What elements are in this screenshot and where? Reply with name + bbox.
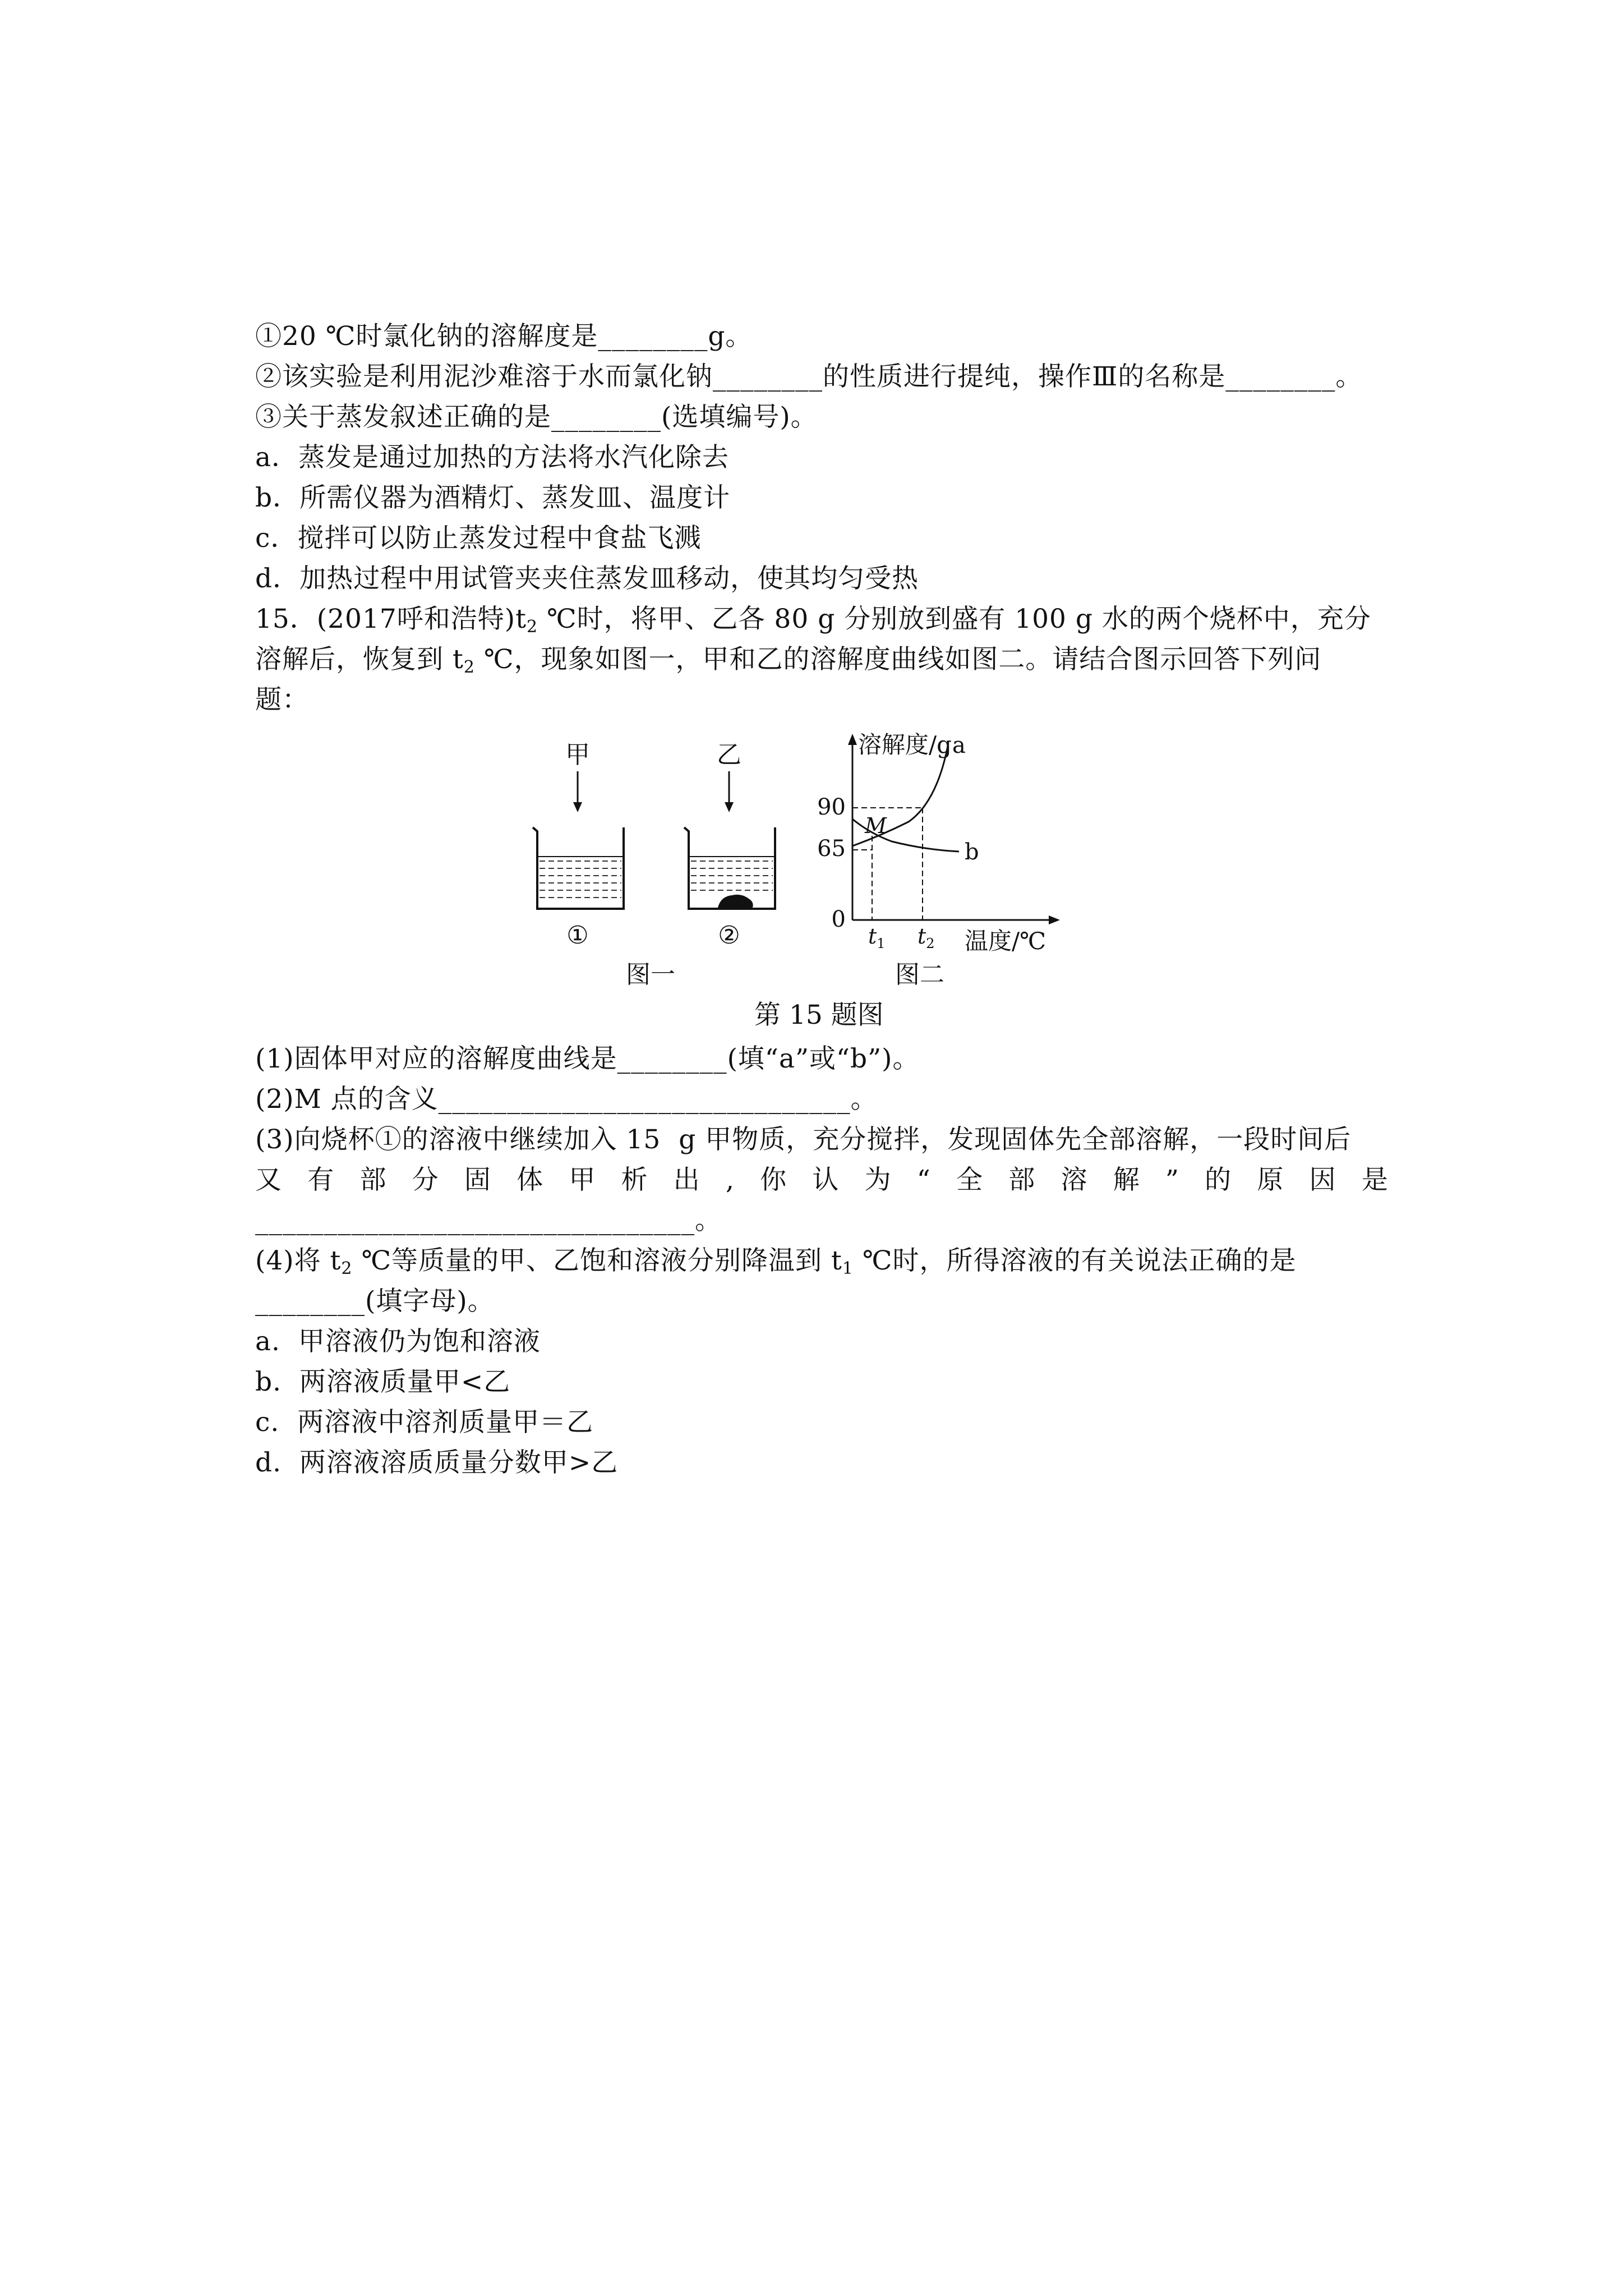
figure-caption: 第 15 题图: [754, 1000, 884, 1030]
undissolved-solid: [718, 895, 753, 908]
q15-stem-line-3: 题：: [255, 684, 309, 715]
q14-line-2: ②该实验是利用泥沙难溶于水而氯化钠________的性质进行提纯，操作Ⅲ的名称是________。: [255, 361, 1363, 392]
q15-sub-3-line-2: [255, 1163, 1388, 1197]
justified-char: 的: [1205, 1165, 1232, 1195]
justified-char: 全: [956, 1165, 983, 1195]
justified-char: 原: [1257, 1165, 1284, 1195]
x-axis-label: 温度/℃: [965, 927, 1046, 955]
q15-stem-line-1: [255, 602, 1371, 644]
subscript: 1: [842, 1259, 854, 1278]
beaker-two-label: ②: [718, 921, 740, 950]
q14-option-d: d．加热过程中用试管夹夹住蒸发皿移动，使其均匀受热: [255, 563, 919, 594]
beaker-one-solution: [540, 861, 621, 898]
q14-option-b: b．所需仪器为酒精灯、蒸发皿、温度计: [255, 482, 731, 513]
q15-sub-3-line-3: ________________________________。: [255, 1205, 722, 1236]
q15-sub-4-line-1: [255, 1244, 1296, 1286]
figure-svg: [522, 724, 1082, 993]
arrow-up-icon: [848, 734, 857, 745]
justified-char: 有: [307, 1165, 334, 1195]
q4-text: (4)将 t: [255, 1245, 342, 1276]
y-tick-90: 90: [817, 794, 846, 820]
justified-char: 又: [255, 1165, 282, 1195]
q15-option-a: a. 甲溶液仍为饱和溶液: [255, 1326, 541, 1357]
figure-two-title: 图二: [895, 960, 944, 989]
curve-a-label: a: [952, 733, 966, 758]
justified-char: 固: [464, 1165, 491, 1195]
y-tick-0: 0: [831, 907, 846, 932]
justified-char: 解: [1113, 1165, 1140, 1195]
arrow-down-icon: [573, 802, 582, 812]
q14-option-a: a．蒸发是通过加热的方法将水汽化除去: [255, 442, 730, 473]
figure-one: [533, 740, 775, 989]
justified-char: 部: [359, 1165, 386, 1195]
figure-one-title: 图一: [626, 960, 675, 989]
curve-b-label: b: [965, 839, 979, 865]
justified-char: ,: [725, 1165, 734, 1195]
justified-char: 出: [673, 1165, 700, 1195]
label-jia: 甲: [565, 740, 590, 769]
justified-char: 是: [1361, 1165, 1388, 1195]
subscript: 2: [341, 1259, 353, 1278]
subscript: 2: [463, 657, 475, 677]
q14-option-c: c．搅拌可以防止蒸发过程中食盐飞溅: [255, 523, 702, 554]
beaker-two-solution: [691, 861, 773, 890]
justified-char: 体: [517, 1165, 543, 1195]
q15-option-d: d. 两溶液溶质质量分数甲>乙: [255, 1447, 619, 1478]
q15-sub-1: (1)固体甲对应的溶解度曲线是________(填“a”或“b”)。: [255, 1043, 920, 1074]
justified-char: 析: [621, 1165, 648, 1195]
arrow-down-icon: [725, 802, 734, 812]
q14-line-1: ①20 ℃时氯化钠的溶解度是________g。: [255, 321, 753, 352]
justified-char: 为: [864, 1165, 891, 1195]
justified-char: 甲: [569, 1165, 596, 1195]
y-tick-65: 65: [817, 836, 846, 862]
q15-stem-text: 15．(2017呼和浩特)t: [255, 604, 527, 634]
q4-text: ℃等质量的甲、乙饱和溶液分别降温到 t: [352, 1245, 842, 1276]
justified-char: ”: [1165, 1165, 1179, 1195]
justified-char: 因: [1309, 1165, 1336, 1195]
justified-char: “: [916, 1165, 930, 1195]
justified-char: 分: [412, 1165, 439, 1195]
subscript: 2: [526, 617, 538, 637]
y-axis-label: 溶解度/g: [858, 731, 952, 758]
q15-sub-3-line-1: (3)向烧杯①的溶液中继续加入 15 g 甲物质，充分搅拌，发现固体先全部溶解，一段时间后: [255, 1124, 1352, 1155]
justified-char: 认: [812, 1165, 839, 1195]
figure-area: [522, 724, 1082, 993]
figure-two: [817, 731, 1060, 989]
q15-sub-4-line-2: ________(填字母)。: [255, 1286, 495, 1317]
x-tick-t1: $t_1$: [868, 924, 886, 951]
q15-option-c: c. 两溶液中溶剂质量甲＝乙: [255, 1407, 594, 1438]
point-m-label: M: [865, 813, 887, 838]
q15-stem-text: ℃时，将甲、乙各 80 g 分别放到盛有 100 g 水的两个烧杯中，充分: [538, 604, 1371, 634]
q4-text: ℃时，所得溶液的有关说法正确的是: [853, 1245, 1297, 1276]
q15-sub-2: (2)M 点的含义______________________________。: [255, 1084, 878, 1115]
justified-char: 你: [760, 1165, 787, 1195]
q15-stem-line-2: [255, 643, 1321, 684]
x-tick-t2: $t_2$: [917, 924, 935, 951]
q15-option-b: b. 两溶液质量甲<乙: [255, 1366, 511, 1397]
beaker-one-label: ①: [566, 921, 589, 950]
arrow-right-icon: [1049, 915, 1060, 924]
justified-char: 部: [1008, 1165, 1035, 1195]
q15-stem-text: ℃，现象如图一，甲和乙的溶解度曲线如图二。请结合图示回答下列问: [474, 644, 1322, 675]
justified-char: 溶: [1061, 1165, 1087, 1195]
q15-stem-text: 溶解后，恢复到 t: [255, 644, 464, 675]
q14-line-3: ③关于蒸发叙述正确的是________(选填编号)。: [255, 402, 818, 432]
label-yi: 乙: [717, 740, 741, 769]
